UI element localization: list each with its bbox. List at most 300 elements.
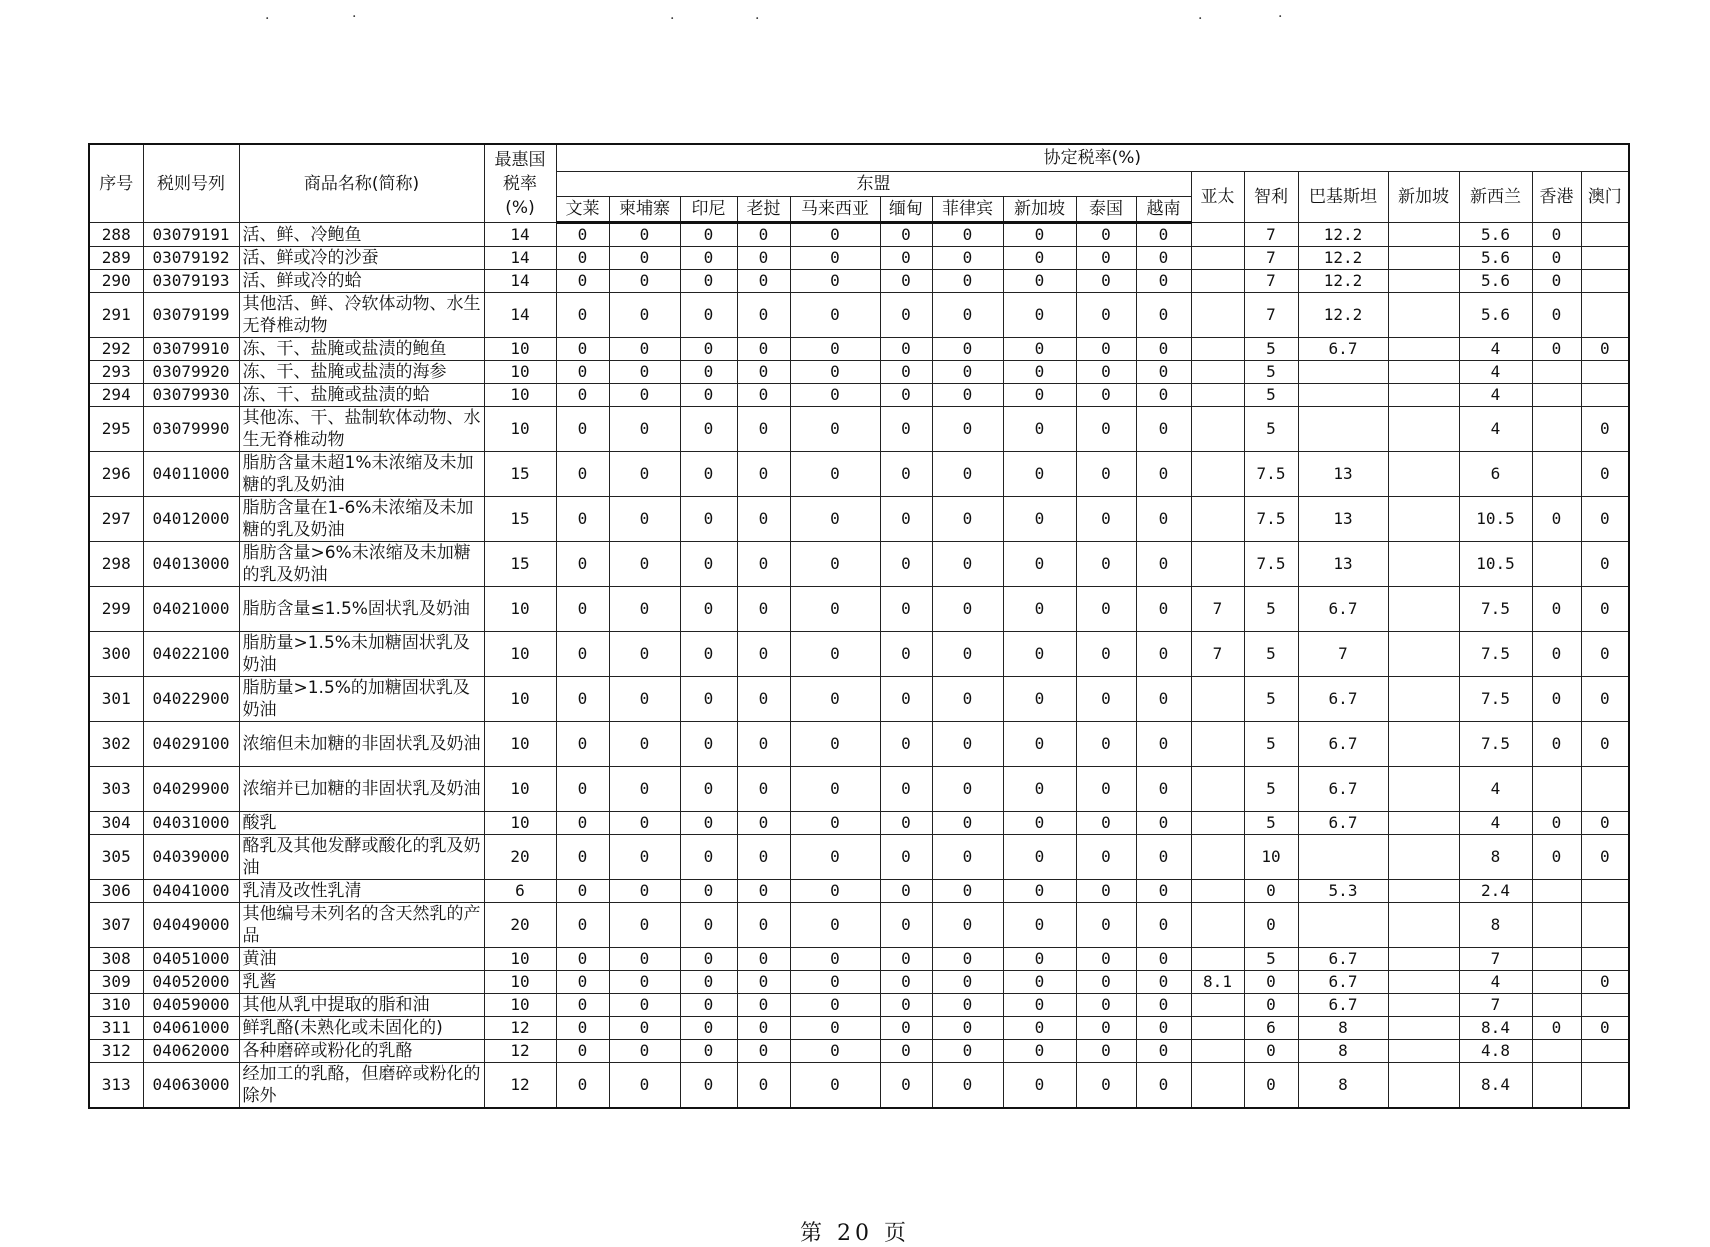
asean-rate-cell: 0 <box>556 361 609 384</box>
table-row <box>89 767 1629 812</box>
asean-rate-cell: 0 <box>680 1017 737 1040</box>
chile-cell: 0 <box>1244 1040 1298 1063</box>
mfn-cell: 10 <box>484 722 556 767</box>
asean-rate-cell: 0 <box>556 722 609 767</box>
asean-rate-cell: 0 <box>737 994 790 1017</box>
apta-cell <box>1191 1063 1244 1109</box>
seq-cell: 307 <box>89 903 143 948</box>
table-header <box>89 144 1629 223</box>
header-cambodia: 柬埔寨 <box>609 197 680 223</box>
asean-rate-cell: 0 <box>556 587 609 632</box>
mfn-cell: 14 <box>484 270 556 293</box>
asean-rate-cell: 0 <box>880 384 932 407</box>
header-macau: 澳门 <box>1581 172 1629 223</box>
asean-rate-cell: 0 <box>880 1017 932 1040</box>
asean-rate-cell: 0 <box>737 880 790 903</box>
asean-rate-cell: 0 <box>556 497 609 542</box>
hong-kong-cell <box>1532 767 1581 812</box>
hong-kong-cell <box>1532 361 1581 384</box>
header-myanmar: 缅甸 <box>880 197 932 223</box>
seq-cell: 312 <box>89 1040 143 1063</box>
pakistan-cell: 8 <box>1298 1040 1388 1063</box>
hong-kong-cell <box>1532 948 1581 971</box>
mfn-cell: 20 <box>484 903 556 948</box>
asean-rate-cell: 0 <box>1136 384 1191 407</box>
asean-rate-cell: 0 <box>1076 1017 1136 1040</box>
table-row <box>89 497 1629 542</box>
asean-rate-cell: 0 <box>790 361 880 384</box>
asean-rate-cell: 0 <box>880 452 932 497</box>
code-cell: 03079191 <box>143 223 239 247</box>
hong-kong-cell: 0 <box>1532 835 1581 880</box>
new-zealand-cell: 4 <box>1459 384 1532 407</box>
pakistan-cell: 13 <box>1298 542 1388 587</box>
asean-rate-cell: 0 <box>1003 903 1076 948</box>
asean-rate-cell: 0 <box>1076 971 1136 994</box>
macau-cell: 0 <box>1581 812 1629 835</box>
asean-rate-cell: 0 <box>1136 835 1191 880</box>
asean-rate-cell: 0 <box>932 994 1003 1017</box>
asean-rate-cell: 0 <box>880 903 932 948</box>
asean-rate-cell: 0 <box>880 677 932 722</box>
macau-cell <box>1581 247 1629 270</box>
singapore-cell <box>1388 632 1459 677</box>
asean-rate-cell: 0 <box>737 497 790 542</box>
mfn-cell: 10 <box>484 994 556 1017</box>
seq-cell: 288 <box>89 223 143 247</box>
asean-rate-cell: 0 <box>609 223 680 247</box>
pakistan-cell: 6.7 <box>1298 767 1388 812</box>
asean-rate-cell: 0 <box>609 677 680 722</box>
asean-rate-cell: 0 <box>880 338 932 361</box>
asean-rate-cell: 0 <box>609 384 680 407</box>
chile-cell: 6 <box>1244 1017 1298 1040</box>
asean-rate-cell: 0 <box>1003 1040 1076 1063</box>
hong-kong-cell <box>1532 994 1581 1017</box>
hong-kong-cell <box>1532 903 1581 948</box>
table-row <box>89 384 1629 407</box>
code-cell: 03079990 <box>143 407 239 452</box>
apta-cell <box>1191 293 1244 338</box>
name-cell: 脂肪含量≤1.5%固状乳及奶油 <box>239 587 484 632</box>
chile-cell: 7 <box>1244 247 1298 270</box>
asean-rate-cell: 0 <box>1003 767 1076 812</box>
name-cell: 冻、干、盐腌或盐渍的海参 <box>239 361 484 384</box>
header-new-zealand: 新西兰 <box>1459 172 1532 223</box>
asean-rate-cell: 0 <box>609 293 680 338</box>
macau-cell <box>1581 223 1629 247</box>
table-row <box>89 812 1629 835</box>
asean-rate-cell: 0 <box>880 632 932 677</box>
apta-cell <box>1191 677 1244 722</box>
header-thailand: 泰国 <box>1076 197 1136 223</box>
new-zealand-cell: 4 <box>1459 812 1532 835</box>
chile-cell: 0 <box>1244 903 1298 948</box>
asean-rate-cell: 0 <box>737 948 790 971</box>
pakistan-cell: 6.7 <box>1298 971 1388 994</box>
new-zealand-cell: 4 <box>1459 767 1532 812</box>
new-zealand-cell: 8.4 <box>1459 1017 1532 1040</box>
hong-kong-cell: 0 <box>1532 722 1581 767</box>
asean-rate-cell: 0 <box>680 542 737 587</box>
mfn-cell: 10 <box>484 361 556 384</box>
chile-cell: 7 <box>1244 293 1298 338</box>
asean-rate-cell: 0 <box>932 835 1003 880</box>
table-row <box>89 247 1629 270</box>
apta-cell <box>1191 542 1244 587</box>
asean-rate-cell: 0 <box>1136 452 1191 497</box>
asean-rate-cell: 0 <box>880 223 932 247</box>
tariff-table <box>88 143 1630 1109</box>
asean-rate-cell: 0 <box>609 1017 680 1040</box>
apta-cell <box>1191 948 1244 971</box>
macau-cell <box>1581 1063 1629 1109</box>
asean-rate-cell: 0 <box>609 903 680 948</box>
asean-rate-cell: 0 <box>790 677 880 722</box>
pakistan-cell: 8 <box>1298 1063 1388 1109</box>
asean-rate-cell: 0 <box>1076 452 1136 497</box>
header-name: 商品名称(简称) <box>239 144 484 223</box>
table-row <box>89 1063 1629 1109</box>
macau-cell <box>1581 270 1629 293</box>
asean-rate-cell: 0 <box>556 971 609 994</box>
asean-rate-cell: 0 <box>556 903 609 948</box>
mfn-cell: 10 <box>484 971 556 994</box>
code-cell: 03079910 <box>143 338 239 361</box>
asean-rate-cell: 0 <box>680 361 737 384</box>
pakistan-cell <box>1298 835 1388 880</box>
seq-cell: 292 <box>89 338 143 361</box>
asean-rate-cell: 0 <box>1076 903 1136 948</box>
hong-kong-cell: 0 <box>1532 223 1581 247</box>
hong-kong-cell <box>1532 1040 1581 1063</box>
pakistan-cell <box>1298 384 1388 407</box>
hong-kong-cell <box>1532 1063 1581 1109</box>
asean-rate-cell: 0 <box>1076 384 1136 407</box>
asean-rate-cell: 0 <box>1003 293 1076 338</box>
asean-rate-cell: 0 <box>737 812 790 835</box>
asean-rate-cell: 0 <box>556 407 609 452</box>
new-zealand-cell: 7.5 <box>1459 722 1532 767</box>
name-cell: 浓缩但未加糖的非固状乳及奶油 <box>239 722 484 767</box>
seq-cell: 294 <box>89 384 143 407</box>
chile-cell: 5 <box>1244 384 1298 407</box>
hong-kong-cell <box>1532 880 1581 903</box>
asean-rate-cell: 0 <box>680 247 737 270</box>
asean-rate-cell: 0 <box>737 722 790 767</box>
asean-rate-cell: 0 <box>790 384 880 407</box>
asean-rate-cell: 0 <box>556 384 609 407</box>
asean-rate-cell: 0 <box>790 632 880 677</box>
chile-cell: 0 <box>1244 1063 1298 1109</box>
header-chile: 智利 <box>1244 172 1298 223</box>
asean-rate-cell: 0 <box>737 971 790 994</box>
pakistan-cell: 13 <box>1298 497 1388 542</box>
pakistan-cell: 6.7 <box>1298 994 1388 1017</box>
asean-rate-cell: 0 <box>880 1063 932 1109</box>
asean-rate-cell: 0 <box>737 542 790 587</box>
table-row <box>89 722 1629 767</box>
seq-cell: 310 <box>89 994 143 1017</box>
asean-rate-cell: 0 <box>556 994 609 1017</box>
name-cell: 脂肪含量在1-6%未浓缩及未加糖的乳及奶油 <box>239 497 484 542</box>
table-row <box>89 452 1629 497</box>
macau-cell: 0 <box>1581 835 1629 880</box>
asean-rate-cell: 0 <box>932 497 1003 542</box>
new-zealand-cell: 4 <box>1459 971 1532 994</box>
pakistan-cell: 6.7 <box>1298 587 1388 632</box>
asean-rate-cell: 0 <box>790 903 880 948</box>
apta-cell <box>1191 223 1244 247</box>
table-row <box>89 407 1629 452</box>
asean-rate-cell: 0 <box>680 994 737 1017</box>
seq-cell: 311 <box>89 1017 143 1040</box>
mfn-cell: 10 <box>484 948 556 971</box>
code-cell: 04031000 <box>143 812 239 835</box>
asean-rate-cell: 0 <box>790 223 880 247</box>
seq-cell: 303 <box>89 767 143 812</box>
asean-rate-cell: 0 <box>880 497 932 542</box>
mfn-cell: 14 <box>484 247 556 270</box>
macau-cell <box>1581 880 1629 903</box>
new-zealand-cell: 5.6 <box>1459 293 1532 338</box>
asean-rate-cell: 0 <box>790 767 880 812</box>
singapore-cell <box>1388 903 1459 948</box>
asean-rate-cell: 0 <box>1136 270 1191 293</box>
macau-cell <box>1581 994 1629 1017</box>
code-cell: 04029100 <box>143 722 239 767</box>
seq-cell: 306 <box>89 880 143 903</box>
singapore-cell <box>1388 497 1459 542</box>
mfn-cell: 10 <box>484 587 556 632</box>
seq-cell: 313 <box>89 1063 143 1109</box>
asean-rate-cell: 0 <box>932 384 1003 407</box>
name-cell: 活、鲜、冷鲍鱼 <box>239 223 484 247</box>
table-row <box>89 632 1629 677</box>
new-zealand-cell: 7 <box>1459 994 1532 1017</box>
asean-rate-cell: 0 <box>1136 722 1191 767</box>
header-apta: 亚太 <box>1191 172 1244 223</box>
asean-rate-cell: 0 <box>790 812 880 835</box>
asean-rate-cell: 0 <box>556 948 609 971</box>
asean-rate-cell: 0 <box>680 407 737 452</box>
asean-rate-cell: 0 <box>1136 338 1191 361</box>
code-cell: 04041000 <box>143 880 239 903</box>
name-cell: 酸乳 <box>239 812 484 835</box>
pakistan-cell: 5.3 <box>1298 880 1388 903</box>
chile-cell: 0 <box>1244 994 1298 1017</box>
asean-rate-cell: 0 <box>680 971 737 994</box>
header-pakistan: 巴基斯坦 <box>1298 172 1388 223</box>
chile-cell: 7 <box>1244 270 1298 293</box>
hong-kong-cell <box>1532 452 1581 497</box>
name-cell: 鲜乳酪(未熟化或未固化的) <box>239 1017 484 1040</box>
asean-rate-cell: 0 <box>737 767 790 812</box>
apta-cell: 8.1 <box>1191 971 1244 994</box>
table-row <box>89 971 1629 994</box>
asean-rate-cell: 0 <box>1003 1017 1076 1040</box>
asean-rate-cell: 0 <box>1136 767 1191 812</box>
apta-cell <box>1191 880 1244 903</box>
new-zealand-cell: 5.6 <box>1459 270 1532 293</box>
asean-rate-cell: 0 <box>737 632 790 677</box>
chile-cell: 7 <box>1244 223 1298 247</box>
singapore-cell <box>1388 971 1459 994</box>
name-cell: 活、鲜或冷的蛤 <box>239 270 484 293</box>
hong-kong-cell: 0 <box>1532 812 1581 835</box>
new-zealand-cell: 8.4 <box>1459 1063 1532 1109</box>
name-cell: 酪乳及其他发酵或酸化的乳及奶油 <box>239 835 484 880</box>
chile-cell: 7.5 <box>1244 542 1298 587</box>
mfn-cell: 14 <box>484 223 556 247</box>
new-zealand-cell: 5.6 <box>1459 223 1532 247</box>
apta-cell <box>1191 994 1244 1017</box>
asean-rate-cell: 0 <box>680 880 737 903</box>
header-asean-singapore: 新加坡 <box>1003 197 1076 223</box>
asean-rate-cell: 0 <box>880 722 932 767</box>
name-cell: 乳清及改性乳清 <box>239 880 484 903</box>
asean-rate-cell: 0 <box>932 293 1003 338</box>
apta-cell <box>1191 1040 1244 1063</box>
seq-cell: 305 <box>89 835 143 880</box>
asean-rate-cell: 0 <box>1076 361 1136 384</box>
asean-rate-cell: 0 <box>790 722 880 767</box>
apta-cell <box>1191 361 1244 384</box>
singapore-cell <box>1388 587 1459 632</box>
seq-cell: 295 <box>89 407 143 452</box>
pakistan-cell: 6.7 <box>1298 812 1388 835</box>
code-cell: 04022900 <box>143 677 239 722</box>
asean-rate-cell: 0 <box>880 971 932 994</box>
asean-rate-cell: 0 <box>609 948 680 971</box>
seq-cell: 298 <box>89 542 143 587</box>
pakistan-cell: 6.7 <box>1298 948 1388 971</box>
table-row <box>89 270 1629 293</box>
apta-cell <box>1191 452 1244 497</box>
code-cell: 04062000 <box>143 1040 239 1063</box>
macau-cell: 0 <box>1581 452 1629 497</box>
asean-rate-cell: 0 <box>790 1017 880 1040</box>
asean-rate-cell: 0 <box>680 452 737 497</box>
table-row <box>89 1040 1629 1063</box>
code-cell: 04022100 <box>143 632 239 677</box>
asean-rate-cell: 0 <box>1076 407 1136 452</box>
asean-rate-cell: 0 <box>737 338 790 361</box>
asean-rate-cell: 0 <box>1003 994 1076 1017</box>
asean-rate-cell: 0 <box>1076 722 1136 767</box>
asean-rate-cell: 0 <box>609 880 680 903</box>
apta-cell <box>1191 812 1244 835</box>
asean-rate-cell: 0 <box>1136 971 1191 994</box>
apta-cell <box>1191 903 1244 948</box>
new-zealand-cell: 5.6 <box>1459 247 1532 270</box>
mfn-cell: 15 <box>484 452 556 497</box>
apta-cell <box>1191 247 1244 270</box>
asean-rate-cell: 0 <box>932 971 1003 994</box>
apta-cell <box>1191 835 1244 880</box>
macau-cell: 0 <box>1581 971 1629 994</box>
asean-rate-cell: 0 <box>932 361 1003 384</box>
asean-rate-cell: 0 <box>737 903 790 948</box>
pakistan-cell: 12.2 <box>1298 247 1388 270</box>
asean-rate-cell: 0 <box>880 1040 932 1063</box>
new-zealand-cell: 4 <box>1459 338 1532 361</box>
asean-rate-cell: 0 <box>1136 677 1191 722</box>
asean-rate-cell: 0 <box>556 1017 609 1040</box>
table-row <box>89 994 1629 1017</box>
asean-rate-cell: 0 <box>680 767 737 812</box>
asean-rate-cell: 0 <box>1003 497 1076 542</box>
singapore-cell <box>1388 1017 1459 1040</box>
mfn-cell: 10 <box>484 407 556 452</box>
asean-rate-cell: 0 <box>932 812 1003 835</box>
seq-cell: 297 <box>89 497 143 542</box>
name-cell: 乳酱 <box>239 971 484 994</box>
macau-cell: 0 <box>1581 407 1629 452</box>
code-cell: 04059000 <box>143 994 239 1017</box>
asean-rate-cell: 0 <box>880 812 932 835</box>
mfn-cell: 10 <box>484 677 556 722</box>
chile-cell: 5 <box>1244 948 1298 971</box>
asean-rate-cell: 0 <box>680 677 737 722</box>
name-cell: 其他编号未列名的含天然乳的产品 <box>239 903 484 948</box>
asean-rate-cell: 0 <box>556 767 609 812</box>
code-cell: 04063000 <box>143 1063 239 1109</box>
new-zealand-cell: 10.5 <box>1459 497 1532 542</box>
mfn-cell: 15 <box>484 497 556 542</box>
asean-rate-cell: 0 <box>1076 270 1136 293</box>
mfn-cell: 10 <box>484 384 556 407</box>
asean-rate-cell: 0 <box>932 677 1003 722</box>
asean-rate-cell: 0 <box>609 247 680 270</box>
name-cell: 脂肪量>1.5%未加糖固状乳及奶油 <box>239 632 484 677</box>
code-cell: 04029900 <box>143 767 239 812</box>
asean-rate-cell: 0 <box>1003 948 1076 971</box>
asean-rate-cell: 0 <box>556 270 609 293</box>
hong-kong-cell <box>1532 542 1581 587</box>
asean-rate-cell: 0 <box>737 1040 790 1063</box>
pakistan-cell: 12.2 <box>1298 223 1388 247</box>
pakistan-cell: 6.7 <box>1298 722 1388 767</box>
asean-rate-cell: 0 <box>609 1040 680 1063</box>
asean-rate-cell: 0 <box>556 293 609 338</box>
asean-rate-cell: 0 <box>609 270 680 293</box>
seq-cell: 290 <box>89 270 143 293</box>
asean-rate-cell: 0 <box>680 587 737 632</box>
seq-cell: 289 <box>89 247 143 270</box>
asean-rate-cell: 0 <box>1003 384 1076 407</box>
asean-rate-cell: 0 <box>1076 767 1136 812</box>
asean-rate-cell: 0 <box>790 1040 880 1063</box>
macau-cell: 0 <box>1581 497 1629 542</box>
table-row <box>89 542 1629 587</box>
seq-cell: 296 <box>89 452 143 497</box>
mfn-cell: 6 <box>484 880 556 903</box>
asean-rate-cell: 0 <box>1136 948 1191 971</box>
asean-rate-cell: 0 <box>556 452 609 497</box>
name-cell: 其他冻、干、盐制软体动物、水生无脊椎动物 <box>239 407 484 452</box>
asean-rate-cell: 0 <box>556 632 609 677</box>
singapore-cell <box>1388 270 1459 293</box>
asean-rate-cell: 0 <box>1136 587 1191 632</box>
header-brunei: 文莱 <box>556 197 609 223</box>
asean-rate-cell: 0 <box>609 542 680 587</box>
table-row <box>89 677 1629 722</box>
new-zealand-cell: 4 <box>1459 361 1532 384</box>
asean-rate-cell: 0 <box>1003 632 1076 677</box>
asean-rate-cell: 0 <box>1003 542 1076 587</box>
name-cell: 活、鲜或冷的沙蚕 <box>239 247 484 270</box>
